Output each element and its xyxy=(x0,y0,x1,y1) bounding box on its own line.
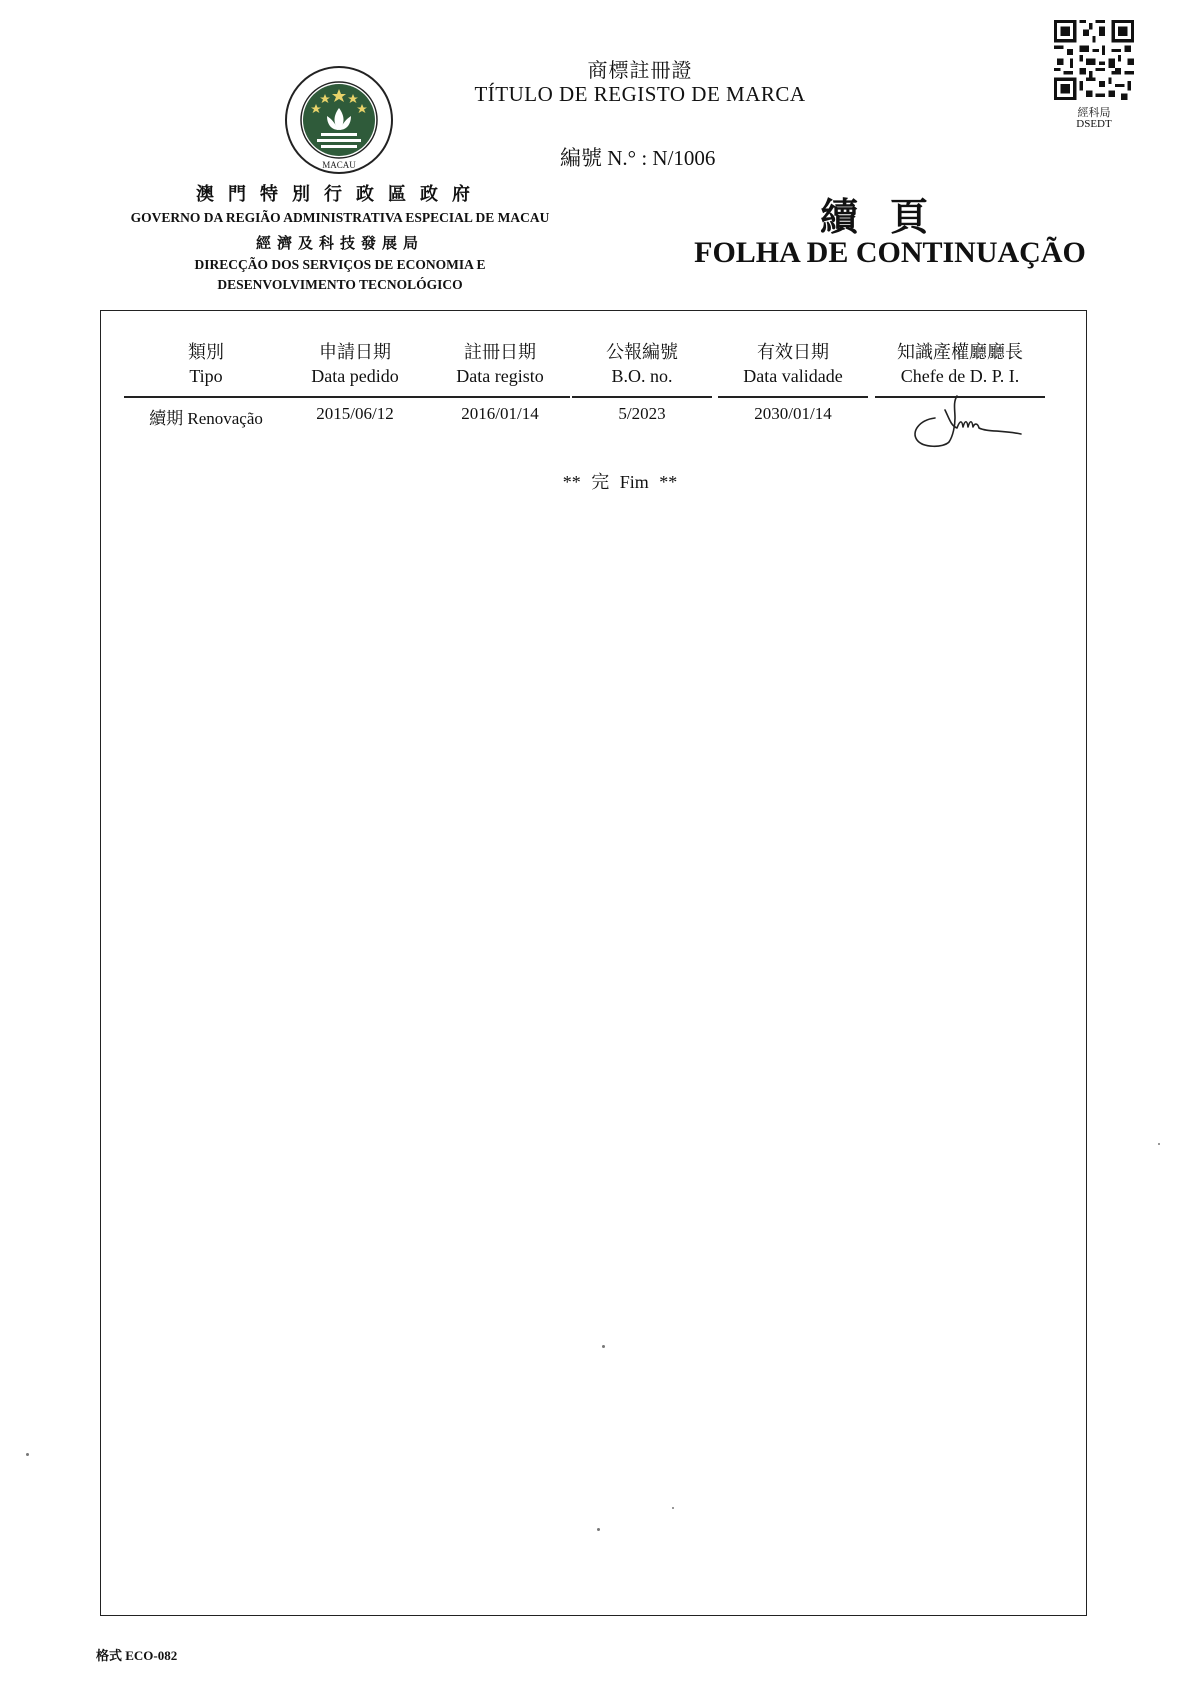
column-header-zh: 知識產權廳廳長 xyxy=(897,342,1023,362)
department-name-zh: 經濟及科技發展局 xyxy=(255,236,424,252)
column-header-valid-until xyxy=(718,340,868,398)
continuation-title-zh: 續頁 xyxy=(819,197,960,239)
column-header-pt: Tipo xyxy=(189,366,223,386)
end-mark: ** 完 Fim ** xyxy=(562,472,678,492)
column-header-date-requested xyxy=(280,340,430,398)
government-name-pt: GOVERNO DA REGIÃO ADMINISTRATIVA ESPECIAL DE MACAU xyxy=(130,210,550,225)
cell-type: 續期 Renovação xyxy=(149,409,263,428)
registration-number: 編號 N.° : N/1006 xyxy=(560,146,716,170)
qr-label-zh: 經科局 xyxy=(1077,107,1111,119)
content-frame xyxy=(100,310,1087,1616)
column-header-chief-dpi xyxy=(875,340,1045,398)
column-header-pt: B.O. no. xyxy=(611,366,673,386)
scan-speck xyxy=(26,1453,29,1456)
form-code: 格式 ECO-082 xyxy=(96,1648,178,1663)
document-title-zh: 商標註冊證 xyxy=(587,60,693,82)
column-header-pt: Data validade xyxy=(743,366,843,386)
cell-bulletin-no: 5/2023 xyxy=(618,404,666,423)
qr-label-en: DSEDT xyxy=(1076,118,1112,130)
scan-speck xyxy=(1158,1143,1160,1145)
column-header-zh: 公報編號 xyxy=(606,342,678,362)
column-header-pt: Data registo xyxy=(456,366,544,386)
svg-text:MACAU: MACAU xyxy=(322,160,356,170)
column-header-pt: Chefe de D. P. I. xyxy=(900,366,1020,386)
department-name-pt-line1: DIRECÇÃO DOS SERVIÇOS DE ECONOMIA E xyxy=(194,257,486,272)
scan-speck xyxy=(672,1507,674,1509)
continuation-title-pt: FOLHA DE CONTINUAÇÃO xyxy=(694,236,1086,269)
qr-code-icon xyxy=(1054,20,1134,100)
column-header-pt: Data pedido xyxy=(311,366,399,386)
column-header-zh: 有效日期 xyxy=(757,342,829,362)
column-header-date-registered xyxy=(430,340,570,398)
scan-speck xyxy=(597,1528,600,1531)
column-header-zh: 申請日期 xyxy=(319,342,391,362)
cell-date-registered: 2016/01/14 xyxy=(461,404,539,423)
column-header-type xyxy=(124,340,288,398)
department-name-pt-line2: DESENVOLVIMENTO TECNOLÓGICO xyxy=(217,277,463,292)
column-header-zh: 類別 xyxy=(188,342,224,362)
column-header-zh: 註冊日期 xyxy=(464,342,536,362)
issuing-authority xyxy=(100,180,580,295)
government-name-zh: 澳門特別行政區政府 xyxy=(196,184,484,204)
signature xyxy=(905,392,1035,454)
document-title-pt: TÍTULO DE REGISTO DE MARCA xyxy=(474,82,806,106)
column-header-bulletin-no xyxy=(572,340,712,398)
cell-date-requested: 2015/06/12 xyxy=(316,404,394,423)
scan-speck xyxy=(602,1345,605,1348)
cell-valid-until: 2030/01/14 xyxy=(754,404,832,423)
